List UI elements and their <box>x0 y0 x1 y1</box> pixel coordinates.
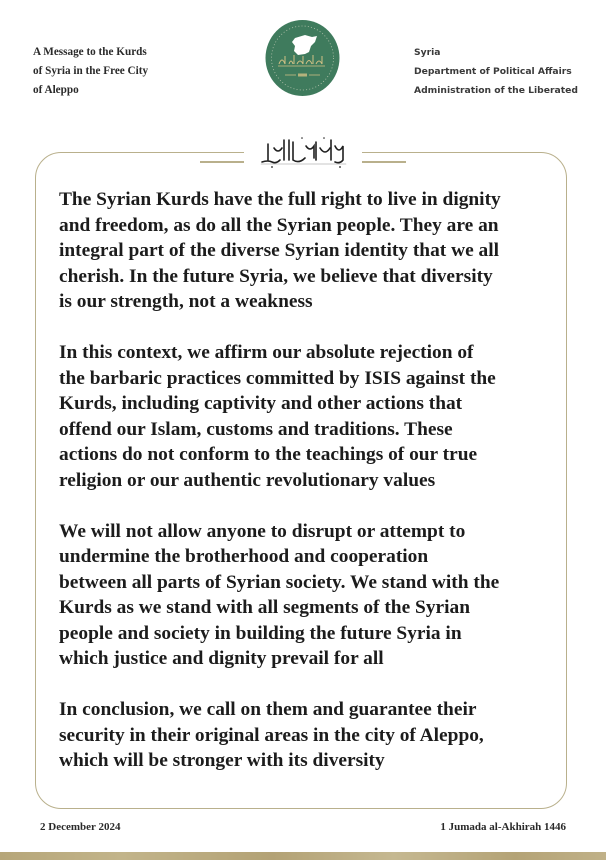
hijri-date: 1 Jumada al-Akhirah 1446 <box>440 821 566 833</box>
text-line: between all parts of Syrian society. We stand with the <box>59 571 500 593</box>
text-line: offend our Islam, customs and traditions. These <box>59 418 453 440</box>
title-line-1: A Message to the Kurds <box>33 46 147 58</box>
authority-line-2: Department of Political Affairs <box>414 66 572 77</box>
gregorian-date: 2 December 2024 <box>40 821 121 833</box>
seal-icon <box>265 20 340 98</box>
text-line: The Syrian Kurds have the full right to live in dignity <box>59 189 501 210</box>
paragraph-3 <box>59 519 559 672</box>
text-line: which will be stronger with its diversity <box>59 750 385 771</box>
decorative-gold-strip <box>0 852 606 860</box>
text-line: cherish. In the future Syria, we believe that diversity <box>59 265 493 287</box>
message-body <box>59 187 559 799</box>
basmala-calligraphy-icon <box>258 134 350 170</box>
text-line: religion or our authentic revolutionary values <box>59 469 436 491</box>
text-line: In conclusion, we call on them and guarantee their <box>59 699 477 720</box>
text-line: the barbaric practices committed by ISIS against the <box>59 367 496 389</box>
text-line: which justice and dignity prevail for all <box>59 648 384 669</box>
text-line: people and society in building the future Syria in <box>59 622 462 644</box>
text-line: security in their original areas in the city of Aleppo, <box>59 724 484 746</box>
text-line: We will not allow anyone to disrupt or attempt to <box>59 520 466 542</box>
divider-line-left <box>200 161 244 163</box>
text-line: In this context, we affirm our absolute rejection of <box>59 342 474 363</box>
paragraph-1 <box>59 187 559 315</box>
text-line: Kurds as we stand with all segments of the Syrian <box>59 597 471 618</box>
issuing-authority <box>414 43 578 100</box>
department-seal-logo <box>265 20 340 98</box>
text-line: is our strength, not a weakness <box>59 291 313 312</box>
document-title <box>33 43 183 100</box>
divider-line-right <box>362 161 406 163</box>
title-line-3: of Aleppo <box>33 84 79 96</box>
text-line: undermine the brotherhood and cooperation <box>59 546 429 567</box>
title-line-2: of Syria in the Free City <box>33 65 149 77</box>
paragraph-2 <box>59 340 559 493</box>
authority-line-1: Syria <box>414 47 441 58</box>
text-line: Kurds, including captivity and other actions that <box>59 393 463 414</box>
paragraph-4 <box>59 697 559 774</box>
text-line: integral part of the diverse Syrian identity that we all <box>59 240 500 261</box>
basmala-header <box>0 128 606 178</box>
text-line: and freedom, as do all the Syrian people. They are an <box>59 214 499 236</box>
text-line: actions do not conform to the teachings of our true <box>59 444 478 465</box>
authority-line-3: Administration of the Liberated <box>414 85 578 96</box>
